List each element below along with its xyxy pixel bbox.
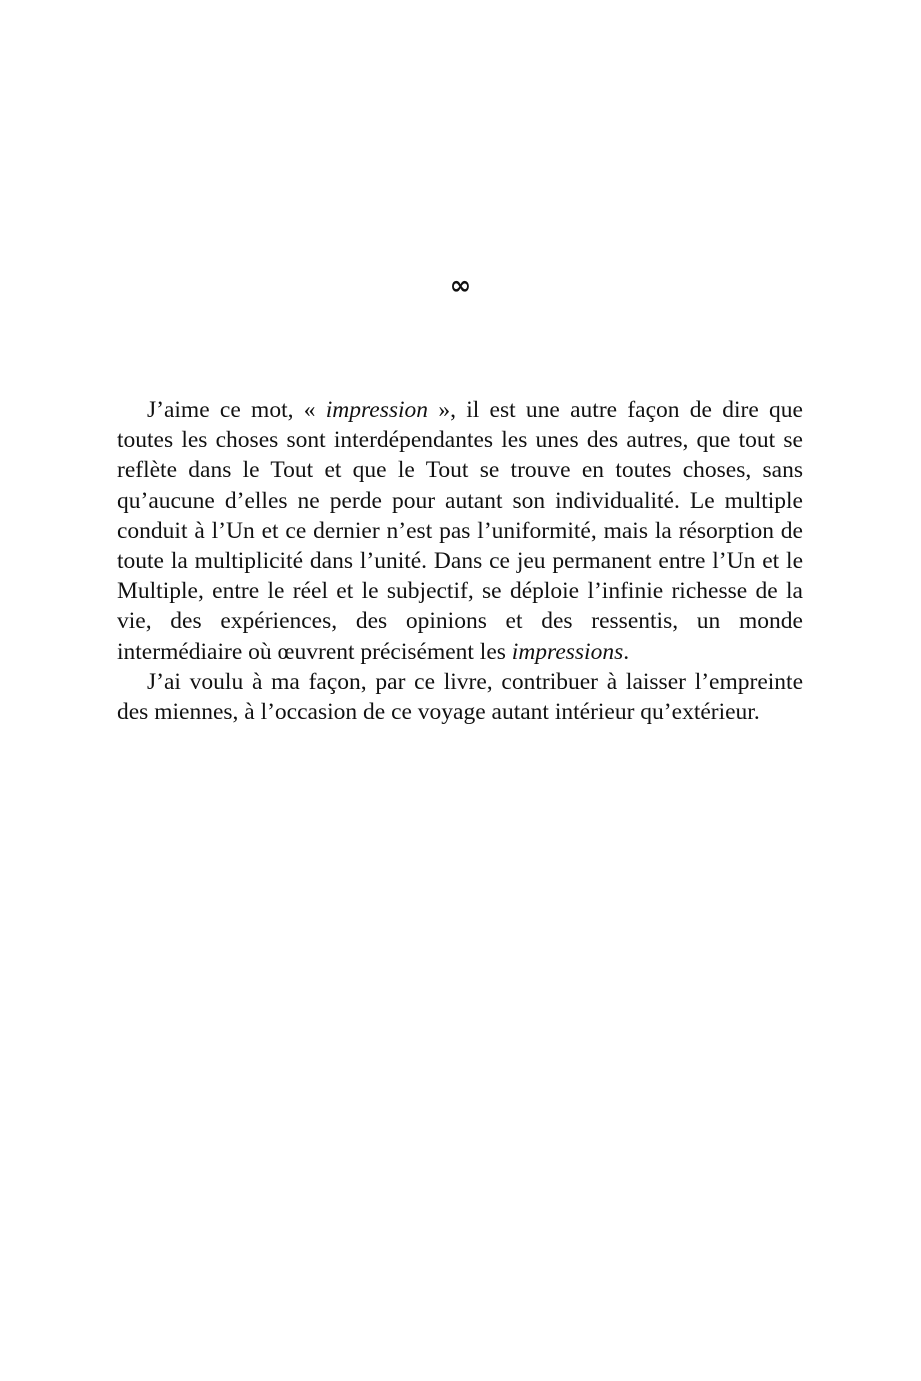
- text-run: », il est une autre façon de dire que toutes les choses sont interdépendantes les unes des autres, que tout se reflète dans le Tout et que le Tout se trouve en toutes choses, sans qu’aucune d’elles ne perde pour autant son individualité. Le multiple conduit à l’Un et ce dernier n’est pas l’uniformité, mais la résorption de toute la multiplicité dans l’unité. Dans ce jeu permanent entre l’Un et le Multiple, entre le réel et le subjectif, se déploie l’infinie richesse de la vie, des expériences, des opinions et des ressentis, un monde intermédiaire où œuvrent précisément les: [117, 397, 803, 665]
- italic-term: impression: [325, 397, 429, 423]
- paragraph-1: [117, 395, 803, 667]
- text-run: J’ai voulu à ma façon, par ce livre, contribuer à laisser l’empreinte des miennes, à l’occasion de ce voyage autant intérieur qu’extérieur.: [117, 668, 803, 726]
- paragraph-2: [117, 667, 803, 727]
- text-run: J’aime ce mot, «: [147, 397, 326, 423]
- italic-term: impressions: [511, 638, 624, 665]
- text-run: .: [623, 638, 630, 665]
- body-text: [117, 395, 803, 727]
- infinity-ornament-icon: ∞: [449, 271, 472, 301]
